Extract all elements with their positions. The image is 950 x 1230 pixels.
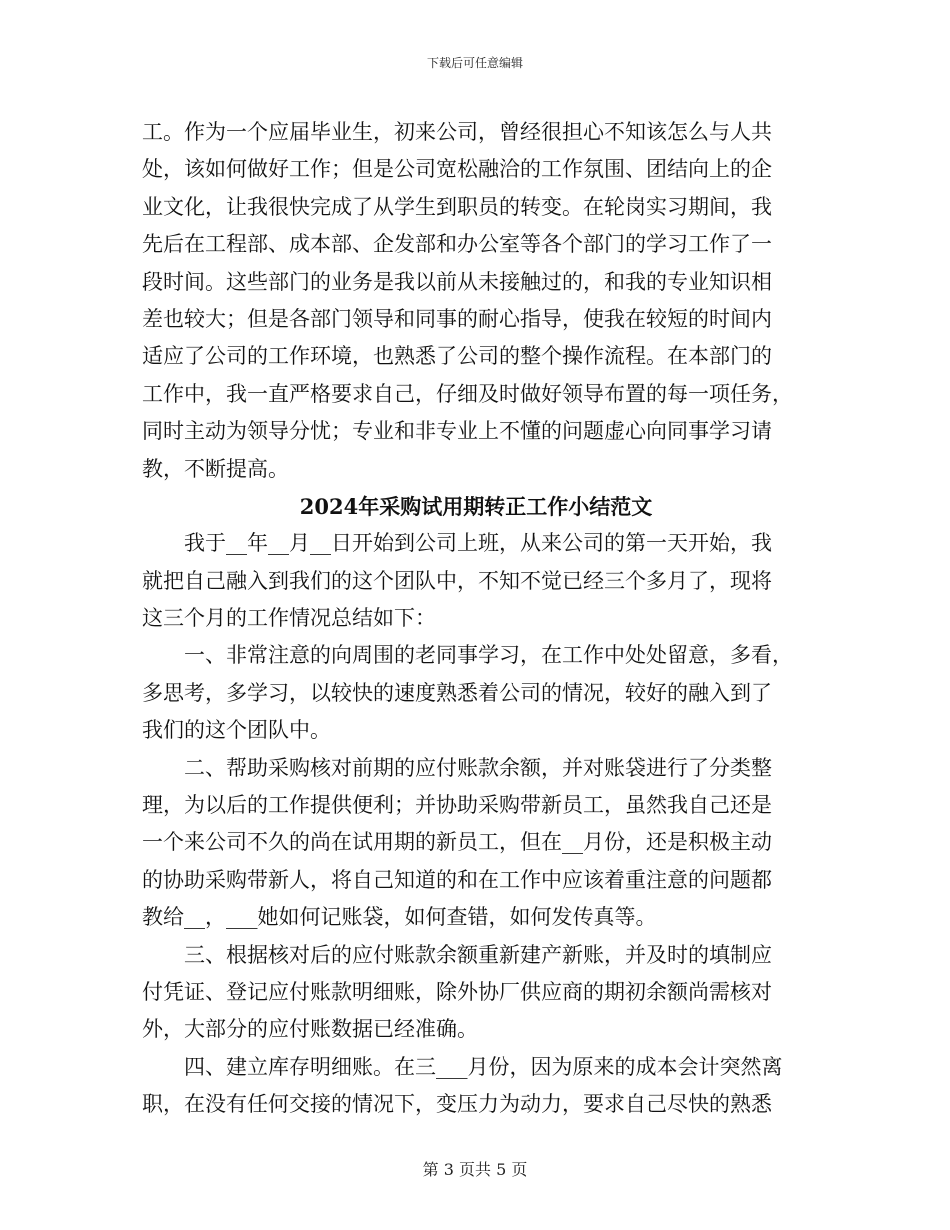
text-line: 就把自己融入到我们的这个团队中，不知不觉已经三个多月了，现将 xyxy=(142,568,772,593)
text-line: 我们的这个团队中。 xyxy=(142,718,331,743)
text-line: 一个来公司不久的尚在试用期的新员工，但在__月份，还是积极主动 xyxy=(142,830,772,855)
text-line: 理，为以后的工作提供便利；并协助采购带新员工，虽然我自己还是 xyxy=(142,793,772,818)
text-line: 外，大部分的应付账数据已经准确。 xyxy=(142,1017,478,1042)
text-line: 这三个月的工作情况总结如下： xyxy=(142,606,436,631)
text-line: 我于__年__月__日开始到公司上班，从来公司的第一天开始，我 xyxy=(142,531,772,556)
text-line: 付凭证、登记应付账款明细账，除外协厂供应商的期初余额尚需核对 xyxy=(142,979,772,1004)
text-line: 工作中，我一直严格要求自己，仔细及时做好领导布置的每一项任务， xyxy=(142,381,793,406)
text-line: 业文化，让我很快完成了从学生到职员的转变。在轮岗实习期间，我 xyxy=(142,194,772,219)
text-line: 教，不断提高。 xyxy=(142,456,289,481)
text-line: 一、非常注意的向周围的老同事学习，在工作中处处留意，多看， xyxy=(142,643,793,668)
text-line: 工。作为一个应届毕业生，初来公司，曾经很担心不知该怎么与人共 xyxy=(142,120,772,144)
text-line: 的协助采购带新人，将自己知道的和在工作中应该着重注意的问题都 xyxy=(142,867,772,892)
page-footer: 第 3 页共 5 页 xyxy=(422,1160,528,1179)
text-line: 多思考，多学习，以较快的速度熟悉着公司的情况，较好的融入到了 xyxy=(142,680,772,705)
text-line: 四、建立库存明细账。在三___月份，因为原来的成本会计突然离 xyxy=(142,1054,783,1079)
text-line: 二、帮助采购核对前期的应付账款余额，并对账袋进行了分类整 xyxy=(142,755,772,780)
text-line: 先后在工程部、成本部、企发部和办公室等各个部门的学习工作了一 xyxy=(142,232,772,257)
document-body xyxy=(142,114,810,1124)
text-line: 同时主动为领导分忧；专业和非专业上不懂的问题虚心向同事学习请 xyxy=(142,419,772,444)
text-line: 三、根据核对后的应付账款余额重新建产新账，并及时的填制应 xyxy=(142,942,772,967)
page-header: 下载后可任意编辑 xyxy=(426,56,523,70)
text-line: 教给__，___她如何记账袋，如何查错，如何发传真等。 xyxy=(142,905,657,930)
text-line: 段时间。这些部门的业务是我以前从未接触过的，和我的专业知识相 xyxy=(142,269,772,294)
text-line: 适应了公司的工作环境，也熟悉了公司的整个操作流程。在本部门的 xyxy=(142,344,772,369)
text-line: 处，该如何做好工作；但是公司宽松融洽的工作氛围、团结向上的企 xyxy=(142,157,772,182)
text-line: 职，在没有任何交接的情况下，变压力为动力，要求自己尽快的熟悉 xyxy=(142,1092,772,1117)
section-title: 2024年采购试用期转正工作小结范文 xyxy=(299,493,653,519)
text-line: 差也较大；但是各部门领导和同事的耐心指导，使我在较短的时间内 xyxy=(142,306,772,331)
